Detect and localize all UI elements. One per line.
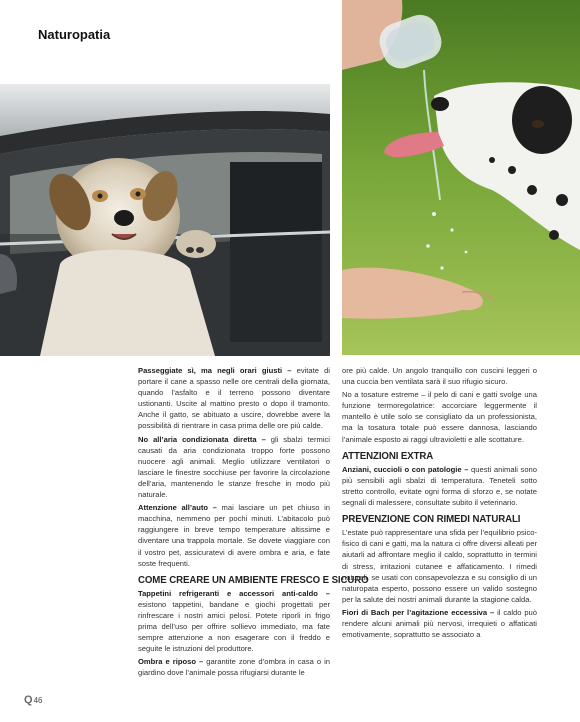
paragraph xyxy=(342,389,537,444)
run-in-heading: Fiori di Bach per l’agitazione eccessiva – xyxy=(342,607,495,617)
run-in-heading: No all’aria condizionata diretta – xyxy=(138,434,266,444)
run-in-heading: Ombra e riposo – xyxy=(138,657,204,667)
page-folio xyxy=(24,694,42,706)
paragraph xyxy=(342,365,537,387)
section-heading: ATTENZIONI EXTRA xyxy=(342,449,434,462)
section-heading: PREVENZIONE CON RIMEDI NATURALI xyxy=(342,513,521,526)
paragraph-text: No a tosature estreme – il pelo di cani e gatti svolge una funzione termoregolatrice: accorciare leggermente il mantello è utile solo se consigliato da un professionista, ma la tosatura totale può essere dannosa, lasciando l’animale esposto ai raggi ultravioletti e alle scottature. xyxy=(342,390,537,444)
article-column-left xyxy=(138,365,369,681)
water-dog-photo xyxy=(342,0,580,355)
paragraph xyxy=(138,588,330,655)
car-dog-illustration xyxy=(0,84,330,356)
paragraph-text: mai lasciare un pet chiuso in macchina, nemmeno per pochi minuti. L’abitacolo può raggiungere in breve tempo temperature altissime e diventare una trappola mortale. Se dovete viaggiare con il vostro pet, assicuratevi di avere ombra e aria, e fate soste frequenti. xyxy=(138,503,330,568)
water-dog-illustration xyxy=(342,0,580,355)
paragraph-text: garantite zone d’ombra in casa o in giardino dove l’animale possa rifugiarsi durante le xyxy=(138,657,330,678)
paragraph xyxy=(138,365,330,432)
paragraph xyxy=(138,502,330,569)
paragraph xyxy=(138,434,330,501)
car-dog-photo xyxy=(0,84,330,356)
paragraph-text: questi animali sono più sensibili agli sbalzi di temperatura. Teneteli sotto stretto controllo, evitate ogni forma di sforzo e, se notate segnali di malessere, consultate subito il veterinario. xyxy=(342,464,537,508)
paragraph xyxy=(342,607,537,640)
paragraph-text: ore più calde. Un angolo tranquillo con cuscini leggeri o una cuccia ben ventilata sarà il suo rifugio sicuro. xyxy=(342,366,537,387)
paragraph xyxy=(342,527,537,605)
paragraph xyxy=(342,464,537,508)
paragraph-text: il caldo può rendere alcuni animali più nervosi, irrequieti o affaticati emotivamente, soprattutto se associato a xyxy=(342,607,537,640)
section-heading: COME CREARE UN AMBIENTE FRESCO E SICURO xyxy=(138,573,369,586)
run-in-heading: Tappetini refrigeranti e accessori anti-caldo – xyxy=(138,588,330,598)
paragraph xyxy=(138,656,330,678)
paragraph-text: gli sbalzi termici causati da aria condizionata troppo forte possono nuocere agli animali. Meglio utilizzare ventilatori o lasciare le finestre socchiuse per favorire la circolazione dell’aria, mantenendo le stanze fresche in modo più naturale. xyxy=(138,434,330,500)
run-in-heading: Anziani, cuccioli o con patologie – xyxy=(342,464,469,474)
section-title: Naturopatia xyxy=(38,27,111,42)
magazine-logo-icon: Q xyxy=(24,694,33,706)
paragraph-text: evitate di portare il cane a spasso nelle ore centrali della giornata, quando l’asfalto e il terreno possono diventare ustionanti. Uscite al mattino presto o dopo il tramonto. Anche il gatto, se abituato a uscire, dovrebbe avere la possibilità di rientrare in casa prima delle ore più calde. xyxy=(138,366,330,431)
run-in-heading: Attenzione all’auto – xyxy=(138,503,217,513)
article-column-right xyxy=(342,365,537,642)
paragraph-text: L’estate può rappresentare una sfida per l’equilibrio psico-fisico di cani e gatti, ma la natura ci offre diversi alleati per aiutarli ad affrontare meglio il caldo, soprattutto in termini di stress, irritazioni cutanee e affaticamento. I rimedi naturali, se usati con consapevolezza e su consiglio di un naturopata esperto, possono essere un valido sostegno per la salute dei nostri animali durante la stagione calda. xyxy=(342,528,537,604)
page-number: 46 xyxy=(33,695,43,705)
paragraph-text: esistono tappetini, bandane e giochi progettati per rinfrescare i nostri amici pelosi. Potete riporli in frigo prima dell’uso per offrire sollievo immediato, ma fate sempre attenzione a non esagerare con il freddo e seguite le istruzioni del produttore. xyxy=(138,599,330,654)
run-in-heading: Passeggiate sì, ma negli orari giusti – xyxy=(138,366,292,375)
